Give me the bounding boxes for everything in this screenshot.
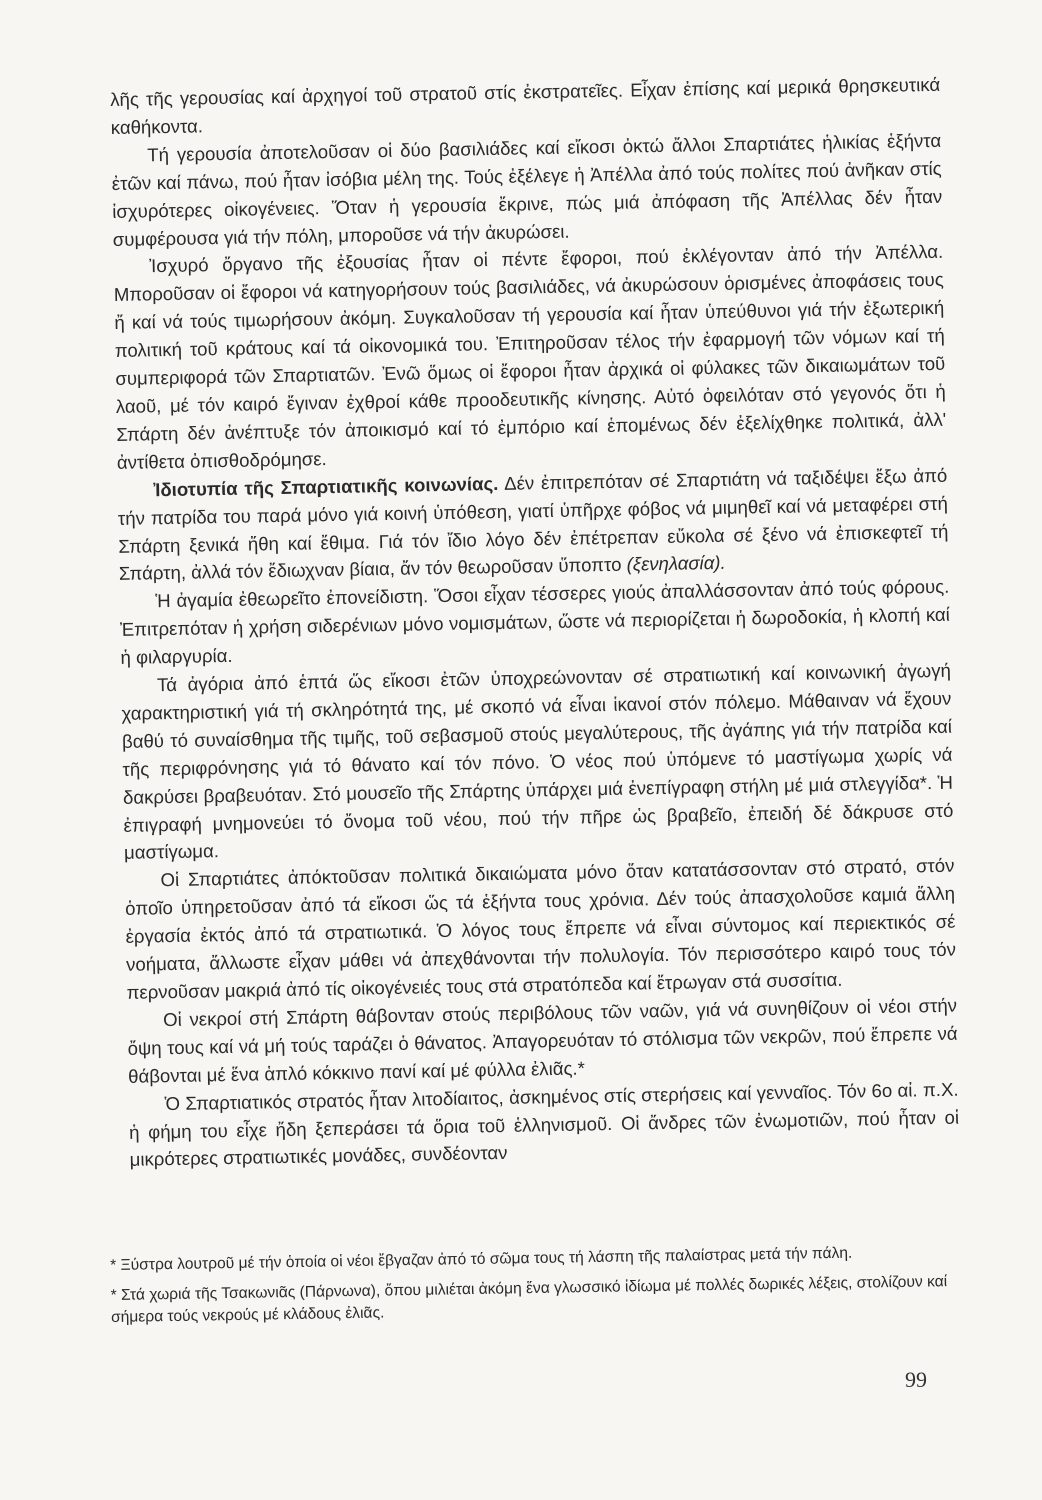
paragraph: λῆς τῆς γερουσίας καί ἀρχηγοί τοῦ στρατοῦ στίς ἐκστρατεῖες. Εἶχαν ἐπίσης καί μερικά θρησκευτικά καθήκοντα. [110,73,941,138]
paragraph: Ἡ ἀγαμία ἐθεωρεῖτο ἐπονείδιστη. Ὅσοι εἶχαν τέσσερες γιούς ἀπαλλάσσονταν ἀπό τούς φόρους. Ἐπιτρεπόταν ἡ χρήση σιδερένιων μόνο νομισμάτων, ὥστε νά περιορίζεται ἡ δωροδοκία, ἡ κλοπή καί ἡ φιλαργυρία. [119,576,951,669]
paragraph: Ὁ Σπαρτιατικός στρατός ἦταν λιτοδίαιτος, ἀσκημένος στίς στερήσεις καί γενναῖος. Τόν 6ο αἰ. π.Χ. ἡ φήμη του εἶχε ἤδη ξεπεράσει τά ὅρια τοῦ ἑλληνισμοῦ. Οἱ ἄνδρες τῶν ἐνωμοτιῶν, πού ἦταν οἱ μικρότερες στρατιωτικές μονάδες, συνδέονταν [128,1078,960,1171]
footnotes [110,1241,956,1337]
paragraph: Οἱ Σπαρτιάτες ἀπόκτοῦσαν πολιτικά δικαιώματα μόνο ὅταν κατατάσσονταν στό στρατό, στόν ὁποῖο ὑπηρετοῦσαν ἀπό τά εἴκοσι ὥς τά ἑξήντα τους χρόνια. Δέν τούς ἀπασχολοῦσε καμιά ἄλλη ἐργασία ἐκτός ἀπό τά στρατιωτικά. Ὁ λόγος τους ἔπρεπε νά εἶναι σύντομος καί περιεκτικός σέ νοήματα, ἄλλωστε εἶχαν μάθει νά ἀπεχθάνονται τήν πολυλογία. Τόν περισσότερο καιρό τους τόν περνοῦσαν μακριά ἀπό τίς οἰκογένειές τους στά στρατόπεδα καί ἔτρωγαν στά συσσίτια. [124,855,957,1003]
section-italic-term: (ξενηλασία). [626,552,726,576]
paragraph: Τά ἀγόρια ἀπό ἑπτά ὥς εἴκοσι ἐτῶν ὑποχρεώνονταν σέ στρατιωτική καί κοινωνική ἀγωγή χαρακτηριστική γιά τή σκληρότητά της, μέ σκοπό νά εἶναι ἱκανοί στόν πόλεμο. Μάθαιναν νά ἔχουν βαθύ τό συναίσθημα τῆς τιμῆς, τοῦ σεβασμοῦ στούς μεγαλύτερους, τῆς ἀγάπης γιά τήν πατρίδα καί τῆς περιφρόνησης γιά τό θάνατο καί τόν πόνο. Ὁ νέος πού ὑπόμενε τό μαστίγωμα χωρίς νά δακρύσει βραβευόταν. Στό μουσεῖο τῆς Σπάρτης ὑπάρχει μιά ἐνεπίγραφη στήλη μέ μιά στλεγγίδα*. Ἡ ἐπιγραφή μνημονεύει τό ὄνομα τοῦ νέου, πού τήν πῆρε ὡς βραβεῖο, ἐπειδή δέ δάκρυσε στό μαστίγωμα. [121,659,954,864]
body-text [110,71,960,1174]
paragraph: Τή γερουσία ἀποτελοῦσαν οἱ δύο βασιλιάδες καί εἴκοσι ὀκτώ ἄλλοι Σπαρτιάτες ἡλικίας ἑξήντα ἐτῶν καί πάνω, πού ἦταν ἰσόβια μέλη της. Τούς ἐξέλεγε ἡ Ἀπέλλα ἀπό τούς πολίτες πού ἀνῆκαν στίς ἰσχυρότερες οἰκογένειες. Ὅταν ἡ γερουσία ἔκρινε, πώς μιά ἀπόφαση τῆς Ἀπέλλας δέν ἦταν συμφέρουσα γιά τήν πόλη, μποροῦσε νά τήν ἀκυρώσει. [111,129,943,250]
section-paragraph [117,461,949,588]
section-heading: Ἰδιοτυπία τῆς Σπαρτιατικῆς κοινωνίας. [153,472,499,500]
paragraph: Ἰσχυρό ὄργανο τῆς ἐξουσίας ἦταν οἱ πέντε ἔφοροι, πού ἐκλέγονταν ἀπό τήν Ἀπέλλα. Μποροῦσαν οἱ ἔφοροι νά κατηγορήσουν τούς βασιλιάδες, νά ἀκυρώσουν ὁρισμένες ἀποφάσεις τους ἤ καί νά τούς τιμωρήσουν ἀκόμη. Συγκαλοῦσαν τή γερουσία καί ἦταν ὑπεύθυνοι γιά τήν ἐξωτερική πολιτική τοῦ κράτους καί τά οἰκονομικά του. Ἐπιτηροῦσαν τέλος τήν ἐφαρμογή τῶν νόμων καί τή συμπεριφορά τῶν Σπαρτιατῶν. Ἐνῶ ὅμως οἱ ἔφοροι ἦταν ἀρχικά οἱ φύλακες τῶν δικαιωμάτων τοῦ λαοῦ, μέ τόν καιρό ἔγιναν ἐχθροί κάθε προοδευτικῆς κίνησης. Αὐτό ὀφειλόταν στό γεγονός ὅτι ἡ Σπάρτη δέν ἀνέπτυξε τόν ἀποικισμό καί τό ἐμπόριο καί ἑπομένως δέν ἐξελίχθηκε πολιτικά, ἀλλ' ἀντίθετα ὀπισθοδρόμησε. [113,241,947,473]
footnote: * Στά χωριά τῆς Τσακωνιᾶς (Πάρνωνα), ὅπου μιλιέται ἀκόμη ἕνα γλωσσικό ἰδίωμα μέ πολλές δωρικές λέξεις, στολίζουν καί σήμερα τούς νεκρούς μέ κλάδους ἐλιᾶς. [110,1273,948,1326]
page-number: 99 [905,1367,927,1392]
section-text: Δέν ἐπιτρεπόταν σέ Σπαρτιάτη νά ταξιδέψει ἔξω ἀπό τήν πατρίδα του παρά μόνο γιά κοινή ὑπόθεση, γιατί ὑπῆρχε φόβος νά μιμηθεῖ καί νά μεταφέρει στή Σπάρτη ξενικά ἤθη καί ἔθιμα. Γιά τόν ἴδιο λόγο δέν ἐπέτρεπαν εὔκολα σέ ξένο νά ἐπισκεφτεῖ τή Σπάρτη, ἀλλά τόν ἔδιωχναν βίαια, ἄν τόν θεωροῦσαν ὕποπτο [117,464,949,585]
footnote: * Ξύστρα λουτροῦ μέ τήν ὁποία οἱ νέοι ἔβγαζαν ἀπό τό σῶμα τους τή λάσπη τῆς παλαίστρας μετά τήν πάλη. [110,1244,853,1274]
paragraph: Οἱ νεκροί στή Σπάρτη θάβονταν στούς περιβόλους τῶν ναῶν, γιά νά συνηθίζουν οἱ νέοι στήν ὄψη τους καί νά μή τούς ταράζει ὁ θάνατος. Ἀπαγορευόταν τό στόλισμα τῶν νεκρῶν, πού ἔπρεπε νά θάβονται μέ ἕνα ἁπλό κόκκινο πανί καί μέ φύλλα ἐλιᾶς.* [127,994,958,1087]
